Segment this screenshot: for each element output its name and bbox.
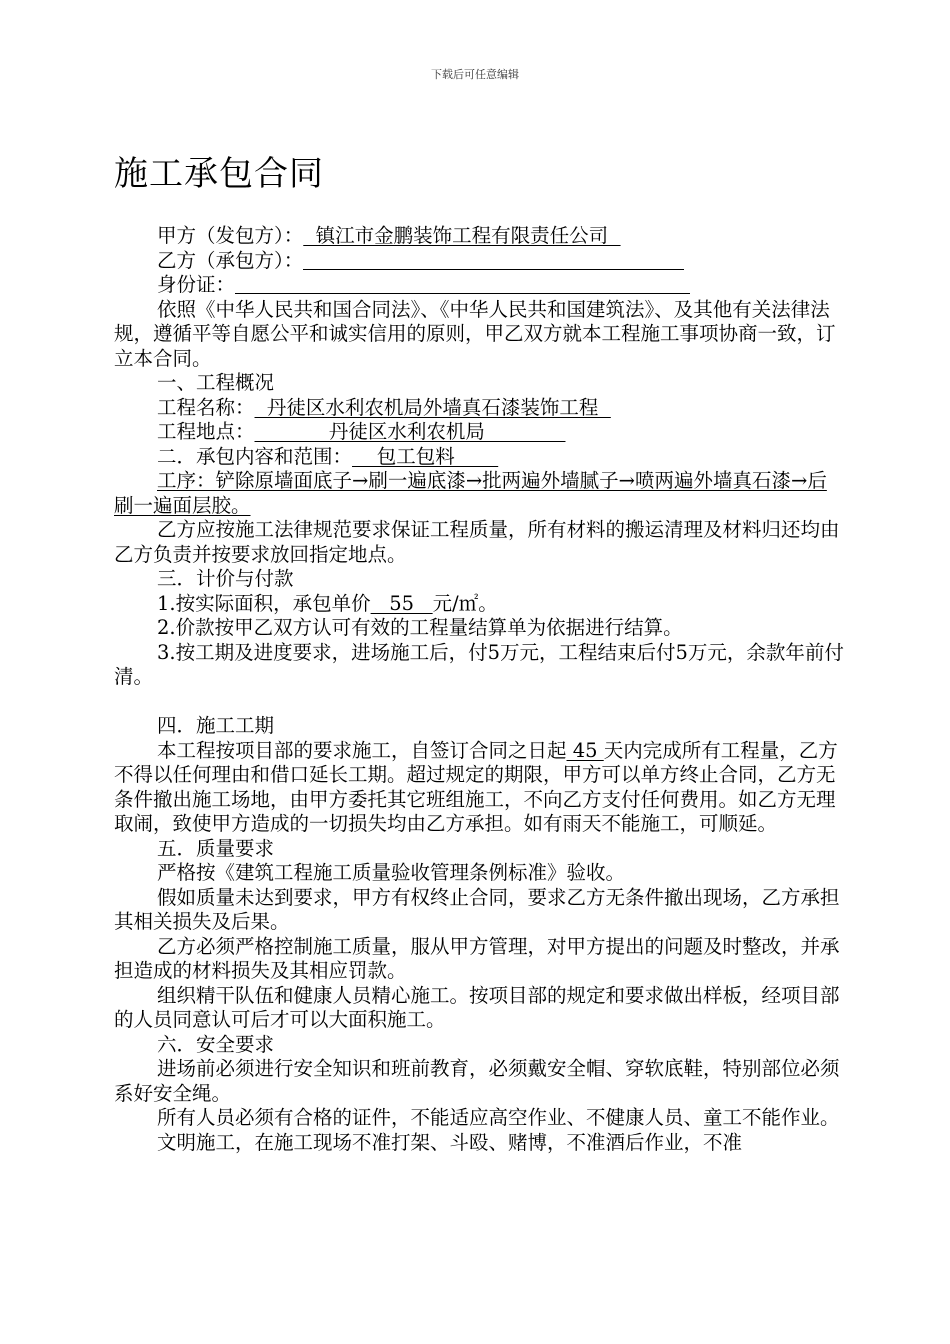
schedule-days: 45 [566, 738, 604, 762]
quality-paragraph-3: 乙方必须严格控制施工质量，服从甲方管理，对甲方提出的问题及时整改，并承担造成的材料损失及其相应罚款。 [114, 934, 840, 982]
section-2-value: 包工包料 [352, 444, 499, 468]
quality-paragraph-1: 严格按《建筑工程施工质量验收管理条例标准》验收。 [157, 861, 626, 884]
section-6-heading: 六．安全要求 [157, 1032, 275, 1056]
document-body [114, 224, 844, 1155]
project-site-label: 工程地点： [157, 420, 255, 443]
safety-paragraph-2: 所有人员必须有合格的证件，不能适应高空作业、不健康人员、童工不能作业。 [157, 1106, 840, 1129]
price-item [114, 592, 844, 617]
section-5-heading: 五．质量要求 [157, 836, 275, 860]
document-title: 施工承包合同 [114, 154, 324, 194]
section-4-heading: 四．施工工期 [157, 714, 275, 737]
settlement-item: 2.价款按甲乙双方认可有效的工程量结算单为依据进行结算。 [157, 616, 683, 639]
project-site-line [114, 420, 844, 445]
party-b-line [114, 249, 844, 274]
section-2-heading: 二．承包内容和范围： [157, 444, 353, 468]
id-label: 身份证： [157, 273, 236, 296]
price-suffix: 元/㎡。 [432, 591, 498, 615]
section-3-heading: 三．计价与付款 [157, 567, 294, 590]
project-name-line [114, 396, 844, 421]
schedule-prefix: 本工程按项目部的要求施工，自签订合同之日起 [157, 738, 567, 762]
id-line [114, 273, 844, 298]
party-b-blank [303, 250, 684, 270]
party-b-label: 乙方（承包方）： [157, 248, 304, 272]
section-1-heading: 一、工程概况 [157, 371, 275, 394]
section-4-paragraph [114, 739, 844, 837]
project-site-value: 丹徒区水利农机局 [254, 420, 566, 443]
party-a-line [114, 224, 844, 249]
section-2-paragraph: 乙方应按施工法律规范要求保证工程质量，所有材料的搬运清理及材料归还均由乙方负责并按要求放回指定地点。 [114, 518, 840, 566]
intro-paragraph: 依照《中华人民共和国合同法》、《中华人民共和国建筑法》、及其他有关法律法规，遵循平等自愿公平和诚实信用的原则，甲乙双方就本工程施工事项协商一致，订立本合同。 [114, 297, 836, 370]
section-2-line [114, 445, 844, 470]
header-note: 下载后可任意编辑 [431, 68, 519, 81]
project-name-value: 丹徒区水利农机局外墙真石漆装饰工程 [254, 395, 611, 419]
schedule-suffix: 天内完成所有工程量，乙方不得以任何理由和借口延长工期。超过规定的期限，甲方可以单方终止合同，乙方无条件撤出施工场地，由甲方委托其它班组施工，不向乙方支付任何费用。如乙方无理取闹，致使甲方造成的一切损失均由乙方承担。如有雨天不能施工，可顺延。 [114, 738, 838, 835]
quality-paragraph-4: 组织精干队伍和健康人员精心施工。按项目部的规定和要求做出样板，经项目部的人员同意认可后才可以大面积施工。 [114, 983, 840, 1031]
project-name-label: 工程名称： [157, 395, 255, 419]
unit-price-value: 55 [370, 591, 433, 615]
price-prefix: 1.按实际面积，承包单价 [157, 591, 371, 615]
process-line: 工序：铲除原墙面底子→刷一遍底漆→批两遍外墙腻子→喷两遍外墙真石漆→后刷一遍面层胶。 [114, 469, 827, 517]
blank-line [114, 690, 844, 715]
safety-paragraph-1: 进场前必须进行安全知识和班前教育，必须戴安全帽、穿软底鞋，特别部位必须系好安全绳。 [114, 1057, 840, 1105]
quality-paragraph-2: 假如质量未达到要求，甲方有权终止合同，要求乙方无条件撤出现场，乙方承担其相关损失及后果。 [114, 885, 840, 933]
party-a-label: 甲方（发包方）： [157, 224, 304, 247]
party-a-value: 镇江市金鹏装饰工程有限责任公司 [303, 224, 621, 247]
payment-item: 3.按工期及进度要求，进场施工后，付5万元，工程结束后付5万元，余款年前付清。 [114, 640, 844, 688]
safety-paragraph-3: 文明施工，在施工现场不准打架、斗殴、赌博，不准酒后作业，不准 [157, 1130, 743, 1154]
id-blank [235, 274, 690, 294]
